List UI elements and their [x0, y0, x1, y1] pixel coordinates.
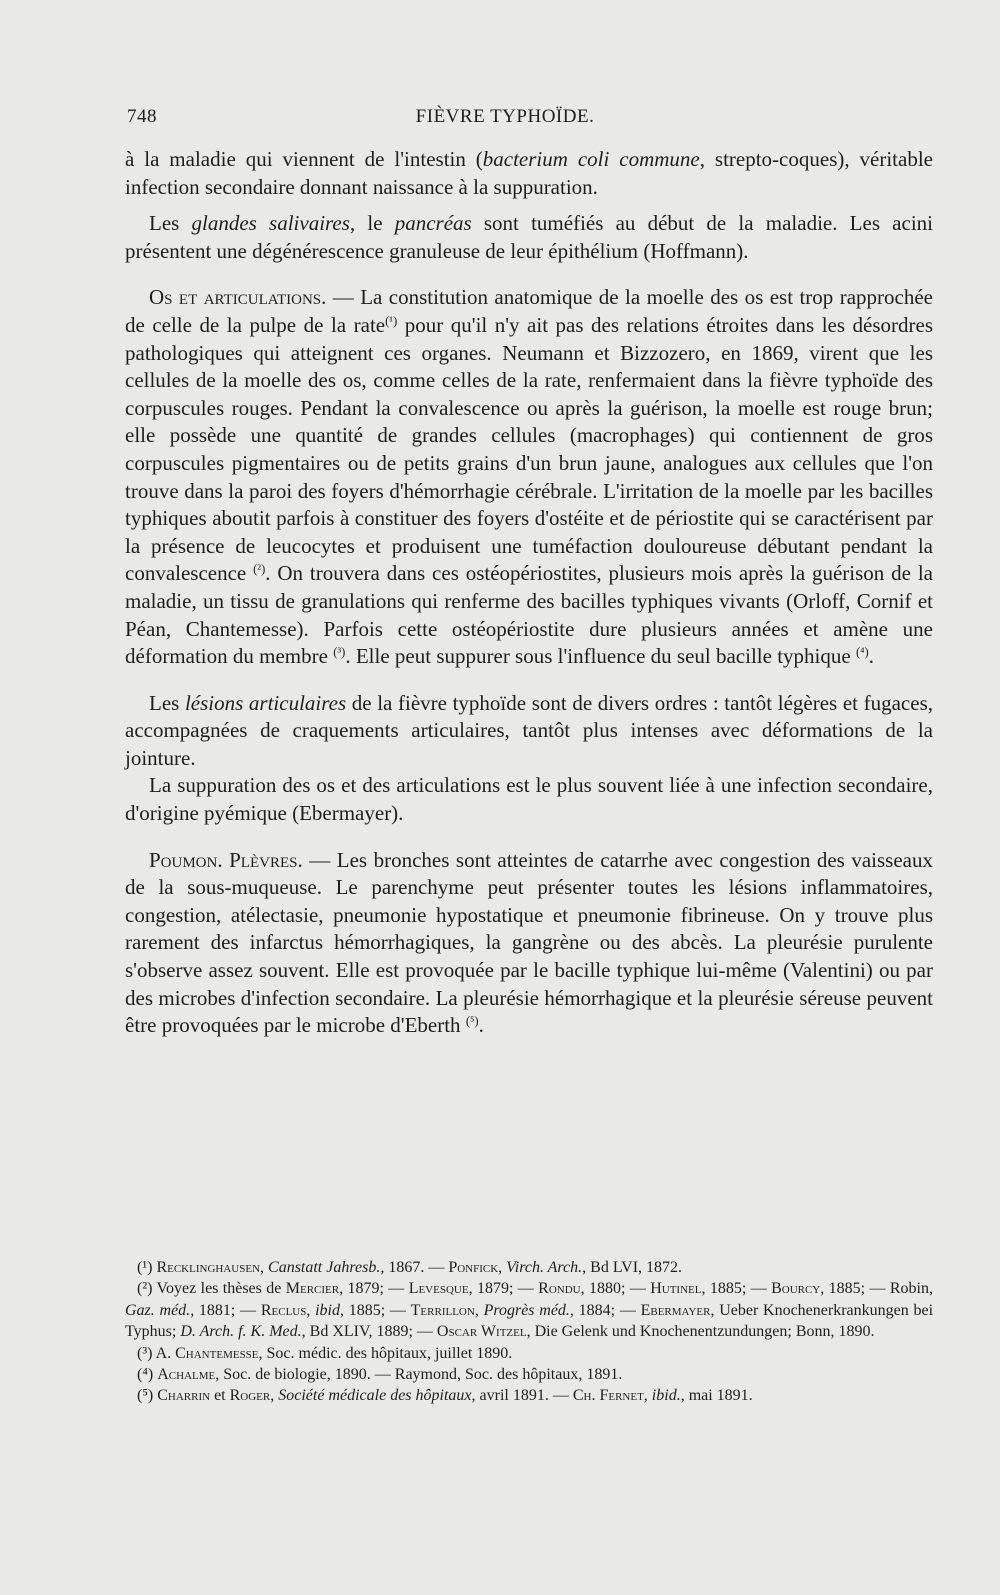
text-run: Les: [149, 211, 192, 236]
text-run: . Elle peut suppurer sous l'influence du seul bacille typhique: [345, 644, 856, 669]
author-name: Reclus: [260, 1301, 307, 1319]
author-name: Achalme: [157, 1366, 216, 1384]
text-run: ,: [260, 1259, 269, 1276]
text-run: . On trouvera dans ces ostéopériostites, plusieurs mois après la guérison de la maladie, un tissu de granulations qui renferme des bacilles typhiques vivants (Orloff, Cornif et Péan, Chantemesse). Parfois cette ostéopériostite dure plusieurs années et amène une déformation du membre: [125, 561, 933, 669]
text-run: ,: [306, 1301, 316, 1319]
italic-term: pancréas: [394, 211, 472, 236]
paragraph-continuation: [125, 146, 933, 201]
journal-title: ibid: [315, 1301, 340, 1319]
text-run: et: [210, 1387, 230, 1405]
author-name: Bourcy: [771, 1280, 821, 1298]
text-run: , Bd XLIV, 1889; —: [301, 1323, 437, 1341]
footnote-mark: (³): [137, 1344, 153, 1362]
text-run: .: [868, 644, 874, 669]
author-name: Levesque: [408, 1280, 469, 1298]
author-name: Terrillon: [410, 1301, 475, 1319]
journal-title: Canstatt Jahresb.: [268, 1259, 381, 1276]
text-run: Les: [149, 690, 185, 715]
author-name: Ponfick: [448, 1259, 499, 1276]
text-run: , Soc. de biologie, 1890. — Raymond, Soc. des hôpitaux, 1891.: [215, 1366, 623, 1384]
text-run: .: [478, 1013, 484, 1038]
text-run: , Soc. médic. des hôpitaux, juillet 1890.: [258, 1344, 513, 1362]
text-run: , le: [349, 211, 395, 236]
section-heading: Poumon. Plèvres.: [149, 847, 303, 872]
running-title: FIÈVRE TYPHOÏDE.: [415, 106, 595, 127]
footnotes: [125, 1257, 933, 1407]
author-name: Ebermayer: [640, 1301, 711, 1319]
footnote-5: [125, 1385, 933, 1406]
text-run: , 1885; —: [340, 1301, 411, 1319]
text-run: , avril 1891. —: [471, 1387, 573, 1405]
author-name: Rondu: [538, 1280, 581, 1298]
journal-title: Progrès méd.: [483, 1301, 570, 1319]
text-run: , Die Gelenk und Knochenentzundungen; Bonn, 1890.: [526, 1323, 875, 1341]
text-run: , 1867. —: [380, 1259, 449, 1276]
journal-title: Virch. Arch.: [506, 1259, 583, 1276]
main-text: [125, 146, 933, 1040]
author-name: Hutinel: [650, 1280, 702, 1298]
journal-title: Gaz. méd.: [125, 1301, 191, 1319]
paragraph-lesions-articulaires: [125, 690, 933, 773]
footnote-mark: (²): [137, 1280, 153, 1298]
text-run: ,: [474, 1301, 484, 1319]
text-run: ,: [498, 1259, 507, 1276]
text-run: , 1879; —: [468, 1280, 539, 1298]
section-os-articulations: [125, 284, 933, 670]
journal-title: Société médicale des hôpitaux: [278, 1387, 472, 1405]
journal-title: ibid.: [651, 1387, 681, 1405]
text-run: A.: [152, 1344, 176, 1362]
footnote-3: [125, 1343, 933, 1364]
text-run: — Les bronches sont atteintes de catarrhe avec congestion des vaisseaux de la sous-muqueuse. Le parenchyme peut présenter toutes les lésions inflammatoires, congestion, atélectasie, pneumonie hypostatique et pneumonie fibrineuse. On y trouve plus rarement des infarctus hémorrhagiques, la gangrène ou des abcès. La pleurésie purulente s'observe assez souvent. Elle est provoquée par le bacille typhique lui-même (Valentini) ou par des microbes d'infection secondaire. La pleurésie hémorrhagique et la pleurésie séreuse peuvent être provoquées par le microbe d'Eberth: [125, 847, 933, 1038]
footnote-1: [125, 1257, 933, 1278]
text-run: , 1881; —: [190, 1301, 261, 1319]
paragraph-glandes: [125, 210, 933, 265]
text-run: , 1880; —: [580, 1280, 651, 1298]
text-run: , Ueber Knochenerkrankungen bei Typhus;: [125, 1301, 934, 1341]
italic-term: bacterium coli commune: [482, 147, 700, 171]
text-run: — La constitution anatomique de la moelle des os est trop rapprochée de celle de la pulpe de la rate: [125, 285, 933, 337]
text-run: , 1884; —: [569, 1301, 641, 1319]
text-run: ,: [270, 1387, 279, 1405]
author-name: Recklinghausen: [156, 1259, 261, 1276]
text-run: , 1879; —: [339, 1280, 409, 1298]
text-run: , Bd LVI, 1872.: [582, 1259, 683, 1276]
author-name: Mercier: [285, 1280, 340, 1298]
italic-term: glandes salivaires: [191, 211, 350, 236]
author-name: Ch. Fernet: [572, 1387, 644, 1405]
text-run: Voyez les thèses de: [152, 1280, 286, 1298]
footnote-ref: (¹): [385, 313, 398, 328]
footnote-ref: (⁴): [855, 645, 869, 660]
footnote-ref: (²): [253, 562, 266, 577]
text-run: sont tuméfiés au début de la maladie. Les acini présentent une dégénérescence granuleuse de leur épithélium (Hoffmann).: [125, 211, 933, 263]
paragraph-suppuration: La suppuration des os et des articulations est le plus souvent liée à une infection secondaire, d'origine pyémique (Ebermayer).: [125, 773, 933, 826]
footnote-ref: (⁵): [465, 1014, 479, 1029]
text-run: , strepto-coques), véritable infection secondaire donnant naissance à la suppuration.: [125, 147, 933, 199]
text-run: , 1885; —: [701, 1280, 772, 1298]
author-name: Oscar Witzel: [436, 1323, 527, 1341]
text-run: ,: [643, 1387, 652, 1405]
text-run: , 1885; — Robin,: [820, 1280, 933, 1298]
footnote-4: [125, 1364, 933, 1385]
footnote-mark: (⁵): [137, 1387, 154, 1405]
footnote-mark: (⁴): [137, 1366, 154, 1384]
section-heading: Os et articulations.: [149, 285, 327, 310]
italic-term: lésions articulaires: [184, 690, 347, 715]
journal-title: D. Arch. f. K. Med.: [180, 1323, 302, 1341]
page-number: 748: [127, 106, 157, 127]
footnote-2: [125, 1278, 933, 1342]
text-run: , mai 1891.: [680, 1387, 753, 1405]
text-run: de la fièvre typhoïde sont de divers ordres : tantôt légères et fugaces, accompagnées de craquements articulaires, tantôt plus intenses avec déformations de la jointure.: [125, 690, 933, 770]
footnote-mark: (¹): [137, 1259, 153, 1276]
footnote-ref: (³): [333, 645, 346, 660]
section-poumon-plevres: [125, 847, 933, 1040]
text-run: à la maladie qui viennent de l'intestin (: [125, 147, 483, 171]
author-name: Roger: [229, 1387, 271, 1405]
text-run: pour qu'il n'y ait pas des relations étroites dans les désordres pathologiques qui atteignent ces organes. Neumann et Bizzozero, en 1869, virent que les cellules de la moelle des os, comme celles de la rate, renfermaient dans la fièvre typhoïde des corpuscules rouges. Pendant la convalescence ou après la guérison, la moelle est rouge brun; elle possède une quantité de grandes cellules (macrophages) qui contiennent de gros corpuscules pigmentaires ou de petits grains d'un brun jaune, analogues aux cellules que l'on trouve dans la paroi des foyers d'hémorrhagie cérébrale. L'irritation de la moelle par les bacilles typhiques aboutit parfois à constituer des foyers d'ostéite et de périostite qui se caractérisent par la présence de leucocytes et produisent une tuméfaction douloureuse débutant pendant la convalescence: [125, 312, 934, 586]
author-name: Charrin: [157, 1387, 211, 1405]
author-name: Chantemesse: [175, 1344, 259, 1362]
